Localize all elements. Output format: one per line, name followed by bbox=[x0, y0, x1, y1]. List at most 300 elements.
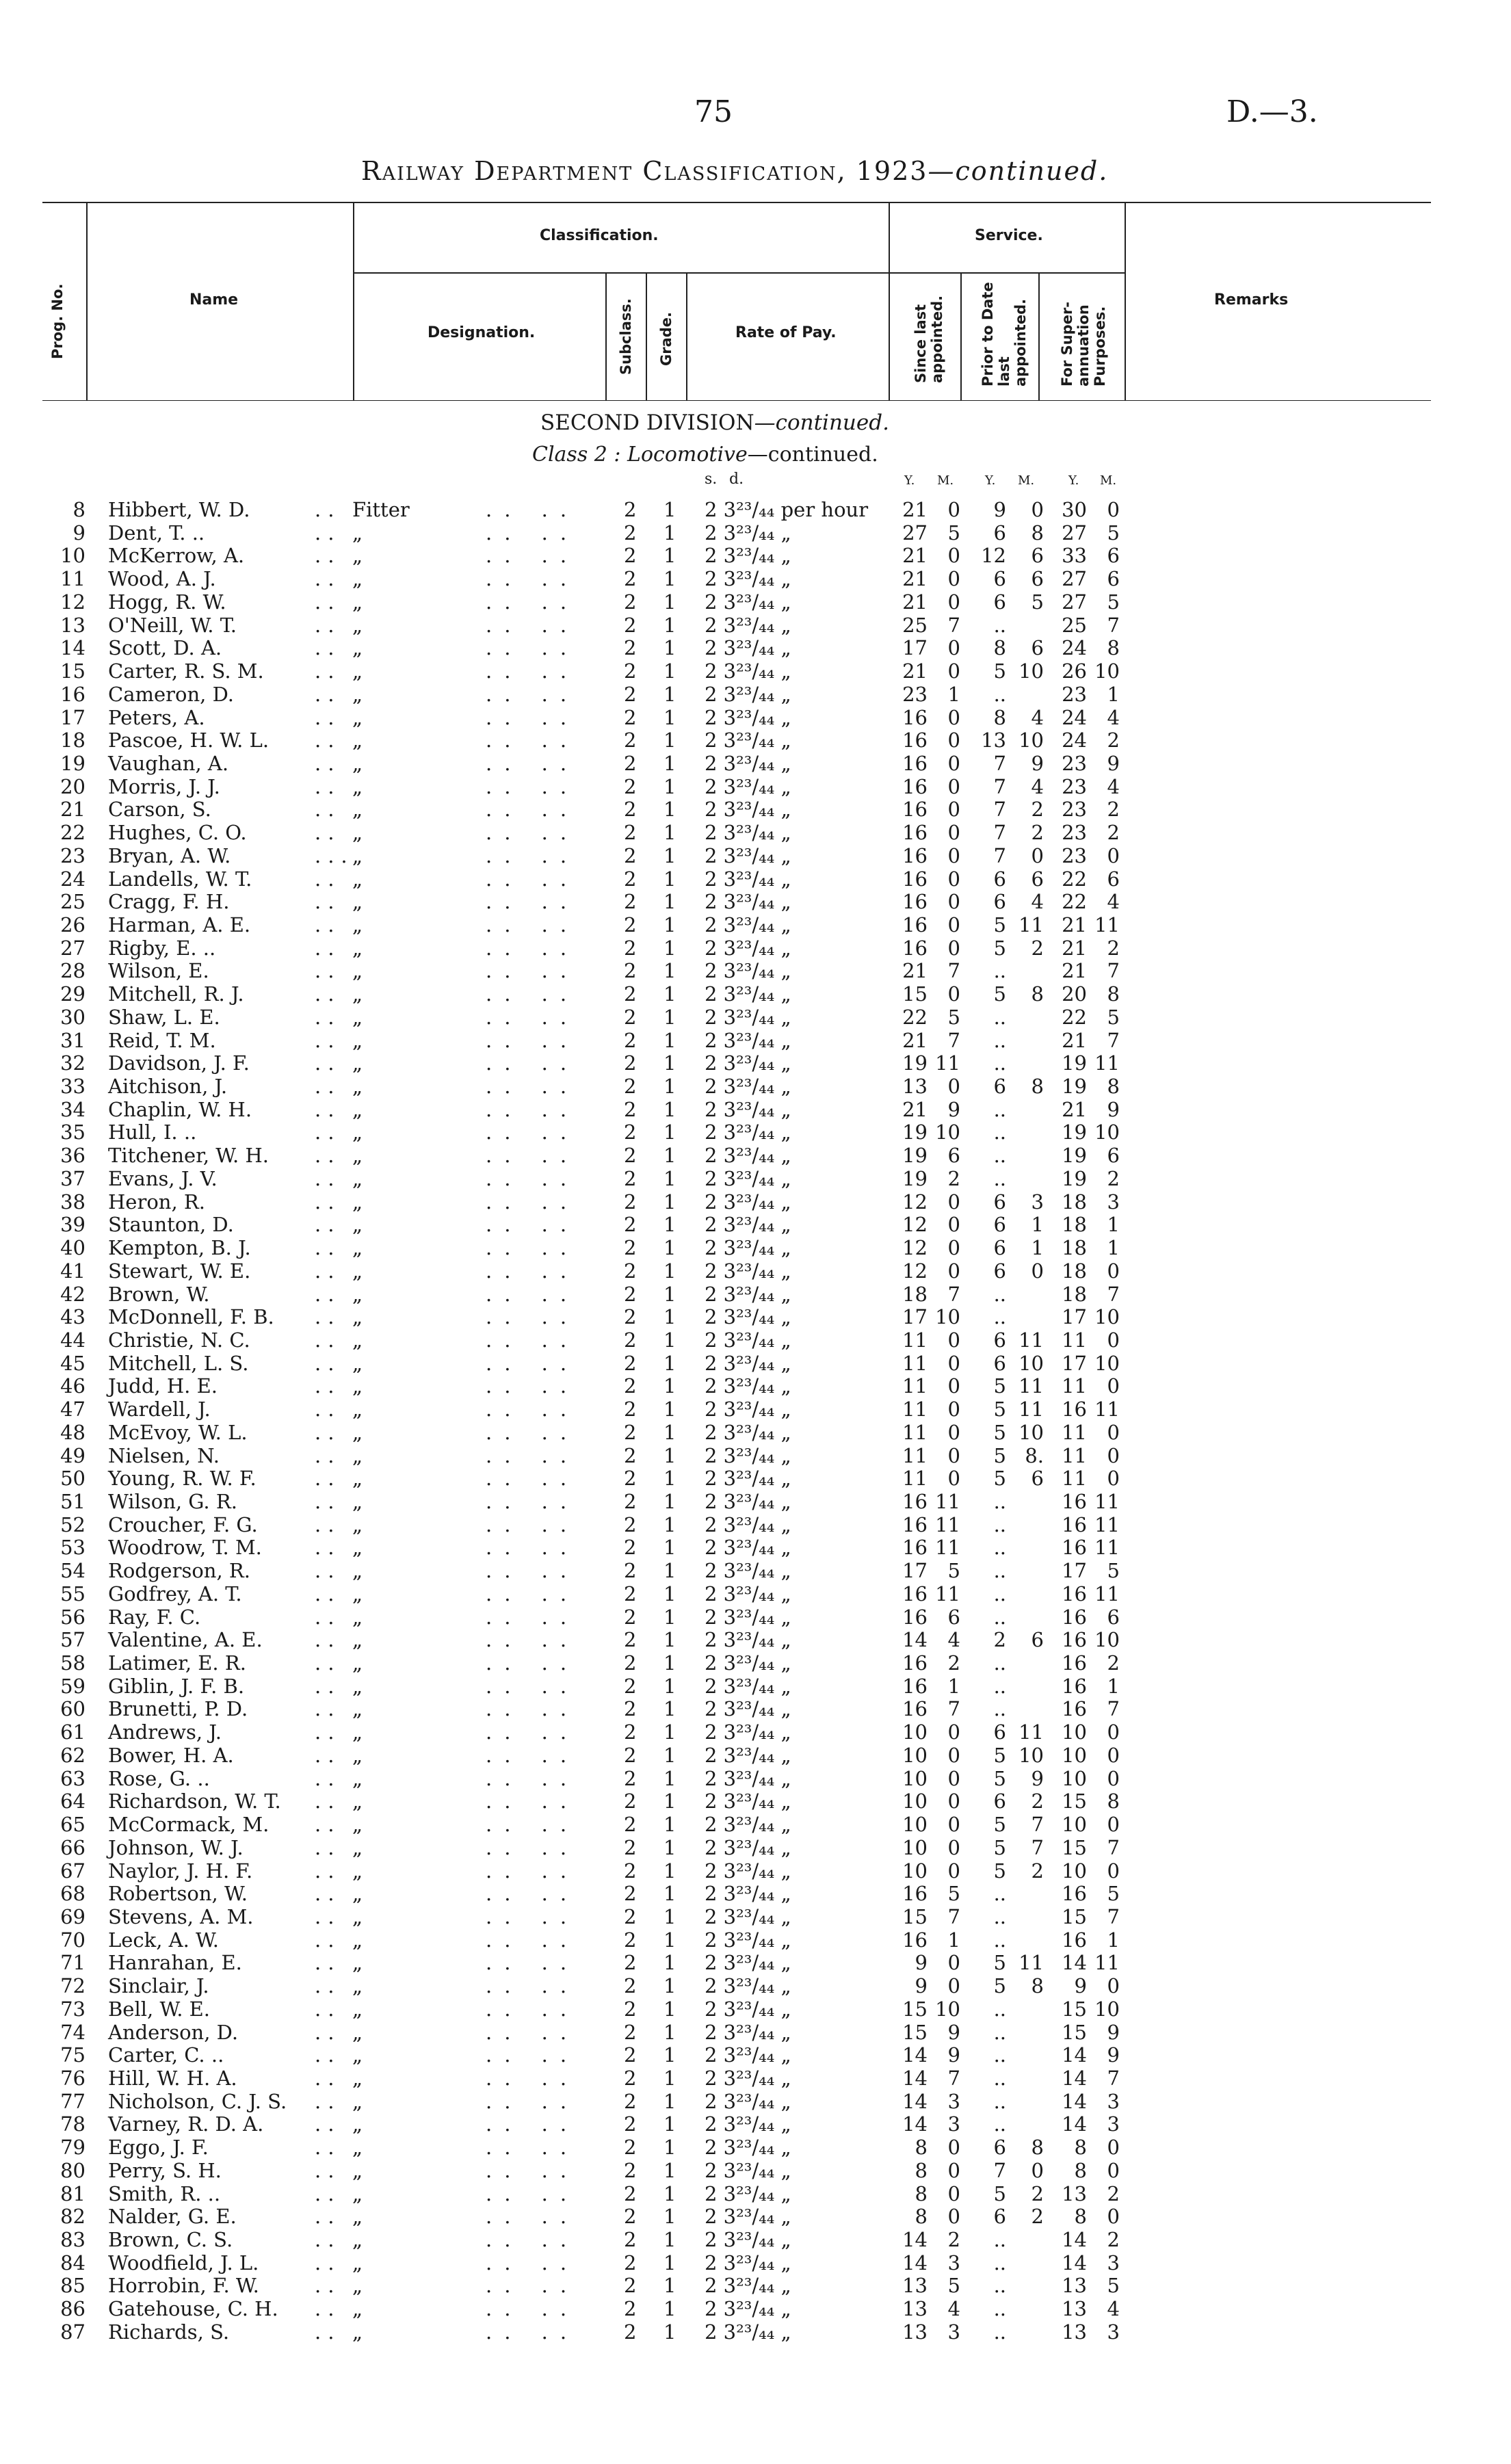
since-last-years: 12 bbox=[902, 1213, 928, 1237]
rate-of-pay: 2 3²³/₄₄ „ bbox=[705, 1467, 791, 1491]
prior-months: 9 bbox=[1031, 751, 1044, 775]
superannuation-months: 8 bbox=[1107, 636, 1120, 660]
grade: 1 bbox=[663, 1120, 676, 1144]
superannuation-months: 7 bbox=[1107, 959, 1120, 983]
subclass: 2 bbox=[624, 798, 637, 822]
designation: „ bbox=[352, 1213, 363, 1237]
header-divider bbox=[86, 202, 88, 400]
employee-name: Hill, W. H. A. bbox=[108, 2067, 237, 2090]
superannuation-years: 14 bbox=[1062, 2089, 1087, 2113]
prior-years: 6 bbox=[993, 1190, 1006, 1214]
since-last-years: 25 bbox=[902, 613, 928, 637]
designation: „ bbox=[352, 1582, 363, 1605]
since-last-years: 17 bbox=[902, 1305, 928, 1329]
superannuation-months: 8 bbox=[1107, 982, 1120, 1006]
since-last-years: 16 bbox=[902, 1882, 928, 1906]
grade: 1 bbox=[663, 1835, 676, 1859]
grade: 1 bbox=[663, 521, 676, 545]
grade: 1 bbox=[663, 774, 676, 798]
superannuation-months: 5 bbox=[1107, 1559, 1120, 1583]
superannuation-years: 16 bbox=[1062, 1582, 1087, 1605]
since-last-months: 0 bbox=[947, 821, 960, 845]
prog-no: 13 bbox=[60, 613, 86, 637]
subclass: 2 bbox=[624, 1190, 637, 1214]
employee-name: Bryan, A. W. bbox=[108, 843, 231, 867]
rate-of-pay: 2 3²³/₄₄ „ bbox=[705, 567, 791, 591]
subclass: 2 bbox=[624, 1536, 637, 1560]
employee-name: Nielsen, N. bbox=[108, 1443, 220, 1467]
table-row bbox=[0, 1605, 1511, 1629]
leader-dots: .. .. bbox=[486, 1997, 579, 2021]
designation: „ bbox=[352, 2205, 363, 2229]
superannuation-years: 24 bbox=[1062, 705, 1087, 729]
superannuation-years: 19 bbox=[1062, 1051, 1087, 1075]
prior-months: 8 bbox=[1031, 1075, 1044, 1098]
designation: „ bbox=[352, 729, 363, 752]
superannuation-months: 10 bbox=[1094, 659, 1120, 683]
prog-no: 51 bbox=[60, 1490, 86, 1513]
employee-name: Shaw, L. E. bbox=[108, 1005, 220, 1029]
subclass: 2 bbox=[624, 1005, 637, 1029]
grade: 1 bbox=[663, 682, 676, 706]
since-last-months: 3 bbox=[947, 2112, 960, 2136]
leader-dots: .. bbox=[315, 729, 341, 752]
header-rate-of-pay: Rate of Pay. bbox=[735, 324, 837, 341]
unit-years-2: Y. bbox=[985, 473, 996, 488]
leader-dots: .. bbox=[315, 1005, 341, 1029]
subclass: 2 bbox=[624, 843, 637, 867]
prior-months: 8 bbox=[1031, 2136, 1044, 2160]
superannuation-years: 10 bbox=[1062, 1813, 1087, 1836]
prior-years: .. bbox=[993, 1512, 1006, 1536]
prog-no: 39 bbox=[60, 1213, 86, 1237]
grade: 1 bbox=[663, 1559, 676, 1583]
leader-dots: .. bbox=[315, 521, 341, 545]
grade: 1 bbox=[663, 1582, 676, 1605]
designation: „ bbox=[352, 682, 363, 706]
table-row bbox=[0, 959, 1511, 982]
leader-dots: .. .. bbox=[486, 2228, 579, 2251]
leader-dots: .. .. bbox=[486, 1236, 579, 1259]
designation: „ bbox=[352, 1720, 363, 1744]
subclass: 2 bbox=[624, 1882, 637, 1906]
designation: „ bbox=[352, 2136, 363, 2160]
leader-dots: .. .. bbox=[486, 2136, 579, 2160]
leader-dots: .. .. bbox=[486, 1190, 579, 1214]
employee-name: Stevens, A. M. bbox=[108, 1904, 254, 1928]
leader-dots: .. .. bbox=[486, 1859, 579, 1883]
designation: „ bbox=[352, 1512, 363, 1536]
leader-dots: .. bbox=[315, 1467, 341, 1491]
prog-no: 60 bbox=[60, 1697, 86, 1721]
subclass: 2 bbox=[624, 2251, 637, 2275]
since-last-years: 12 bbox=[902, 1259, 928, 1283]
prog-no: 19 bbox=[60, 751, 86, 775]
table-row bbox=[0, 729, 1511, 752]
header-prior-to: Prior to Date last appointed. bbox=[980, 282, 1029, 386]
since-last-months: 0 bbox=[947, 1835, 960, 1859]
header-remarks: Remarks bbox=[1214, 291, 1289, 309]
grade: 1 bbox=[663, 821, 676, 845]
grade: 1 bbox=[663, 2043, 676, 2067]
since-last-years: 11 bbox=[902, 1420, 928, 1444]
leader-dots: .. .. bbox=[486, 1075, 579, 1098]
since-last-years: 9 bbox=[915, 1951, 928, 1975]
superannuation-years: 8 bbox=[1074, 2158, 1087, 2182]
since-last-years: 16 bbox=[902, 936, 928, 960]
prior-months: 6 bbox=[1031, 1628, 1044, 1652]
employee-name: Ray, F. C. bbox=[108, 1605, 201, 1629]
designation: „ bbox=[352, 1951, 363, 1975]
since-last-months: 7 bbox=[947, 613, 960, 637]
table-row bbox=[0, 752, 1511, 775]
subclass: 2 bbox=[624, 936, 637, 960]
superannuation-years: 8 bbox=[1074, 2205, 1087, 2229]
header-grade: Grade. bbox=[658, 311, 674, 366]
grade: 1 bbox=[663, 1904, 676, 1928]
designation: „ bbox=[352, 2251, 363, 2275]
since-last-years: 13 bbox=[902, 1075, 928, 1098]
leader-dots: .. bbox=[315, 982, 341, 1006]
leader-dots: .. .. bbox=[486, 590, 579, 614]
leader-dots: .. .. bbox=[486, 1720, 579, 1744]
designation: „ bbox=[352, 1882, 363, 1906]
since-last-years: 16 bbox=[902, 1928, 928, 1952]
table-row bbox=[0, 1767, 1511, 1790]
subclass: 2 bbox=[624, 913, 637, 936]
prog-no: 45 bbox=[60, 1351, 86, 1375]
subclass: 2 bbox=[624, 1213, 637, 1237]
employee-name: Hull, I. .. bbox=[108, 1120, 197, 1144]
since-last-years: 21 bbox=[902, 659, 928, 683]
since-last-years: 19 bbox=[902, 1166, 928, 1190]
prog-no: 31 bbox=[60, 1028, 86, 1052]
table-row bbox=[0, 2021, 1511, 2044]
superannuation-months: 2 bbox=[1107, 936, 1120, 960]
prior-years: .. bbox=[993, 1028, 1006, 1052]
superannuation-years: 9 bbox=[1074, 1974, 1087, 1998]
subclass: 2 bbox=[624, 659, 637, 683]
designation: „ bbox=[352, 913, 363, 936]
prior-years: 5 bbox=[993, 1398, 1006, 1421]
employee-name: Gatehouse, C. H. bbox=[108, 2297, 278, 2321]
since-last-months: 0 bbox=[947, 1398, 960, 1421]
designation: „ bbox=[352, 1005, 363, 1029]
since-last-months: 0 bbox=[947, 1743, 960, 1767]
leader-dots: .. .. bbox=[486, 936, 579, 960]
since-last-years: 16 bbox=[902, 1651, 928, 1675]
leader-dots: .. bbox=[315, 1790, 341, 1813]
prior-years: .. bbox=[993, 1559, 1006, 1583]
since-last-months: 1 bbox=[947, 1928, 960, 1952]
rate-of-pay: 2 3²³/₄₄ „ bbox=[705, 1882, 791, 1906]
superannuation-years: 18 bbox=[1062, 1282, 1087, 1306]
leader-dots: .. .. bbox=[486, 1005, 579, 1029]
subclass: 2 bbox=[624, 567, 637, 591]
superannuation-months: 0 bbox=[1107, 498, 1120, 521]
subclass: 2 bbox=[624, 1559, 637, 1583]
prior-years: 13 bbox=[981, 729, 1006, 752]
prior-years: .. bbox=[993, 1282, 1006, 1306]
leader-dots: .. bbox=[315, 867, 341, 891]
prior-years: 6 bbox=[993, 590, 1006, 614]
since-last-months: 0 bbox=[947, 1790, 960, 1813]
rate-of-pay: 2 3²³/₄₄ „ bbox=[705, 867, 791, 891]
designation: „ bbox=[352, 521, 363, 545]
table-row bbox=[0, 2320, 1511, 2344]
rate-of-pay: 2 3²³/₄₄ „ bbox=[705, 1213, 791, 1237]
subclass: 2 bbox=[624, 1997, 637, 2021]
since-last-months: 0 bbox=[947, 2136, 960, 2160]
page-number: 75 bbox=[694, 94, 733, 129]
leader-dots: .. bbox=[315, 1582, 341, 1605]
prior-years: 5 bbox=[993, 1374, 1006, 1398]
prior-years: 6 bbox=[993, 2205, 1006, 2229]
rate-of-pay: 2 3²³/₄₄ „ bbox=[705, 2112, 791, 2136]
superannuation-months: 3 bbox=[1107, 2112, 1120, 2136]
designation: „ bbox=[352, 1813, 363, 1836]
prior-years: 6 bbox=[993, 1075, 1006, 1098]
subclass: 2 bbox=[624, 1305, 637, 1329]
employee-name: Judd, H. E. bbox=[108, 1374, 218, 1398]
designation: „ bbox=[352, 1697, 363, 1721]
since-last-months: 0 bbox=[947, 843, 960, 867]
leader-dots: .. .. bbox=[486, 1144, 579, 1168]
prior-years: 5 bbox=[993, 659, 1006, 683]
superannuation-months: 0 bbox=[1107, 1259, 1120, 1283]
prog-no: 67 bbox=[60, 1859, 86, 1883]
rate-of-pay: 2 3²³/₄₄ „ bbox=[705, 1420, 791, 1444]
since-last-years: 16 bbox=[902, 751, 928, 775]
superannuation-months: 10 bbox=[1094, 1351, 1120, 1375]
employee-name: Morris, J. J. bbox=[108, 774, 220, 798]
grade: 1 bbox=[663, 1028, 676, 1052]
prior-years: 5 bbox=[993, 1443, 1006, 1467]
rate-of-pay: 2 3²³/₄₄ „ bbox=[705, 1305, 791, 1329]
superannuation-years: 16 bbox=[1062, 1536, 1087, 1560]
prog-no: 52 bbox=[60, 1512, 86, 1536]
leader-dots: .. .. bbox=[486, 729, 579, 752]
prog-no: 80 bbox=[60, 2158, 86, 2182]
since-last-years: 14 bbox=[902, 2089, 928, 2113]
prior-years: .. bbox=[993, 1097, 1006, 1121]
prog-no: 78 bbox=[60, 2112, 86, 2136]
superannuation-months: 0 bbox=[1107, 1328, 1120, 1352]
grade: 1 bbox=[663, 1790, 676, 1813]
leader-dots: .. bbox=[315, 1997, 341, 2021]
superannuation-months: 4 bbox=[1107, 705, 1120, 729]
table-row bbox=[0, 1928, 1511, 1952]
leader-dots: .. .. bbox=[486, 1605, 579, 1629]
prog-no: 62 bbox=[60, 1743, 86, 1767]
since-last-months: 5 bbox=[947, 2274, 960, 2298]
leader-dots: .. .. bbox=[486, 1051, 579, 1075]
prior-months: 2 bbox=[1031, 1859, 1044, 1883]
table-row bbox=[0, 2274, 1511, 2297]
leader-dots: .. bbox=[315, 1904, 341, 1928]
superannuation-years: 33 bbox=[1062, 544, 1087, 568]
rate-of-pay: 2 3²³/₄₄ „ bbox=[705, 1813, 791, 1836]
prog-no: 87 bbox=[60, 2320, 86, 2344]
since-last-months: 0 bbox=[947, 1467, 960, 1491]
superannuation-years: 10 bbox=[1062, 1766, 1087, 1790]
superannuation-years: 30 bbox=[1062, 498, 1087, 521]
grade: 1 bbox=[663, 1305, 676, 1329]
subclass: 2 bbox=[624, 521, 637, 545]
employee-name: Nalder, G. E. bbox=[108, 2205, 237, 2229]
rate-of-pay: 2 3²³/₄₄ „ bbox=[705, 936, 791, 960]
prior-years: 6 bbox=[993, 1790, 1006, 1813]
since-last-years: 11 bbox=[902, 1374, 928, 1398]
grade: 1 bbox=[663, 913, 676, 936]
since-last-months: 7 bbox=[947, 1282, 960, 1306]
since-last-months: 10 bbox=[935, 1120, 960, 1144]
table-row bbox=[0, 544, 1511, 567]
prior-months: 11 bbox=[1019, 1398, 1044, 1421]
header-divider bbox=[646, 272, 647, 400]
grade: 1 bbox=[663, 1190, 676, 1214]
prog-no: 28 bbox=[60, 959, 86, 983]
since-last-years: 16 bbox=[902, 1697, 928, 1721]
grade: 1 bbox=[663, 2228, 676, 2251]
prog-no: 29 bbox=[60, 982, 86, 1006]
grade: 1 bbox=[663, 659, 676, 683]
prog-no: 15 bbox=[60, 659, 86, 683]
since-last-months: 0 bbox=[947, 567, 960, 591]
subclass: 2 bbox=[624, 1051, 637, 1075]
designation: „ bbox=[352, 1559, 363, 1583]
subclass: 2 bbox=[624, 1328, 637, 1352]
subclass: 2 bbox=[624, 1467, 637, 1491]
rate-of-pay: 2 3²³/₄₄ „ bbox=[705, 1490, 791, 1513]
superannuation-years: 14 bbox=[1062, 2251, 1087, 2275]
subsection-continued: —continued. bbox=[747, 443, 878, 467]
prior-years: .. bbox=[993, 1166, 1006, 1190]
employee-name: Stewart, W. E. bbox=[108, 1259, 251, 1283]
superannuation-years: 21 bbox=[1062, 913, 1087, 936]
rate-of-pay: 2 3²³/₄₄ „ bbox=[705, 2158, 791, 2182]
prior-months: 6 bbox=[1031, 867, 1044, 891]
rate-of-pay: 2 3²³/₄₄ „ bbox=[705, 521, 791, 545]
table-row bbox=[0, 1790, 1511, 1813]
subclass: 2 bbox=[624, 544, 637, 568]
employee-name: Perry, S. H. bbox=[108, 2158, 222, 2182]
rate-of-pay: 2 3²³/₄₄ „ bbox=[705, 1051, 791, 1075]
leader-dots: ... bbox=[315, 843, 354, 867]
since-last-months: 0 bbox=[947, 705, 960, 729]
superannuation-years: 27 bbox=[1062, 521, 1087, 545]
employee-name: Woodfield, J. L. bbox=[108, 2251, 259, 2275]
designation: „ bbox=[352, 890, 363, 914]
employee-name: Smith, R. .. bbox=[108, 2181, 221, 2205]
subclass: 2 bbox=[624, 2181, 637, 2205]
grade: 1 bbox=[663, 729, 676, 752]
rate-of-pay: 2 3²³/₄₄ „ bbox=[705, 982, 791, 1006]
grade: 1 bbox=[663, 613, 676, 637]
prior-years: 6 bbox=[993, 1259, 1006, 1283]
leader-dots: .. bbox=[315, 1259, 341, 1283]
prior-years: 7 bbox=[993, 774, 1006, 798]
since-last-years: 13 bbox=[902, 2320, 928, 2344]
prior-months: 9 bbox=[1031, 1766, 1044, 1790]
designation: „ bbox=[352, 1166, 363, 1190]
designation: „ bbox=[352, 1674, 363, 1698]
superannuation-months: 4 bbox=[1107, 890, 1120, 914]
subclass: 2 bbox=[624, 1859, 637, 1883]
rate-of-pay: 2 3²³/₄₄ „ bbox=[705, 2228, 791, 2251]
superannuation-months: 5 bbox=[1107, 1005, 1120, 1029]
subclass: 2 bbox=[624, 705, 637, 729]
grade: 1 bbox=[663, 2067, 676, 2090]
table-row bbox=[0, 1997, 1511, 2021]
table-row bbox=[0, 1720, 1511, 1744]
prior-years: .. bbox=[993, 1651, 1006, 1675]
since-last-months: 0 bbox=[947, 1420, 960, 1444]
superannuation-months: 0 bbox=[1107, 1420, 1120, 1444]
superannuation-months: 2 bbox=[1107, 2181, 1120, 2205]
superannuation-months: 0 bbox=[1107, 1443, 1120, 1467]
leader-dots: .. bbox=[315, 1628, 341, 1652]
subclass: 2 bbox=[624, 2158, 637, 2182]
employee-name: Mitchell, L. S. bbox=[108, 1351, 249, 1375]
since-last-years: 27 bbox=[902, 521, 928, 545]
prior-years: .. bbox=[993, 2251, 1006, 2275]
superannuation-months: 10 bbox=[1094, 1120, 1120, 1144]
superannuation-years: 23 bbox=[1062, 682, 1087, 706]
subclass: 2 bbox=[624, 1028, 637, 1052]
table-row bbox=[0, 1697, 1511, 1720]
designation: „ bbox=[352, 590, 363, 614]
superannuation-years: 10 bbox=[1062, 1859, 1087, 1883]
grade: 1 bbox=[663, 1075, 676, 1098]
since-last-years: 10 bbox=[902, 1835, 928, 1859]
table-row bbox=[0, 590, 1511, 614]
since-last-months: 0 bbox=[947, 729, 960, 752]
employee-name: Cameron, D. bbox=[108, 682, 235, 706]
since-last-years: 15 bbox=[902, 982, 928, 1006]
superannuation-months: 7 bbox=[1107, 1835, 1120, 1859]
table-row bbox=[0, 567, 1511, 590]
leader-dots: .. bbox=[315, 1697, 341, 1721]
superannuation-years: 16 bbox=[1062, 1490, 1087, 1513]
prog-no: 46 bbox=[60, 1374, 86, 1398]
superannuation-years: 16 bbox=[1062, 1628, 1087, 1652]
grade: 1 bbox=[663, 867, 676, 891]
designation: „ bbox=[352, 2158, 363, 2182]
since-last-years: 15 bbox=[902, 1904, 928, 1928]
prior-months: 1 bbox=[1031, 1213, 1044, 1237]
designation: „ bbox=[352, 2089, 363, 2113]
superannuation-years: 24 bbox=[1062, 729, 1087, 752]
designation: „ bbox=[352, 1766, 363, 1790]
unit-years-3: Y. bbox=[1068, 473, 1079, 488]
prog-no: 38 bbox=[60, 1190, 86, 1214]
subclass: 2 bbox=[624, 1743, 637, 1767]
subclass: 2 bbox=[624, 1720, 637, 1744]
superannuation-months: 7 bbox=[1107, 1028, 1120, 1052]
grade: 1 bbox=[663, 2251, 676, 2275]
prog-no: 33 bbox=[60, 1075, 86, 1098]
since-last-years: 21 bbox=[902, 590, 928, 614]
table-row bbox=[0, 1813, 1511, 1836]
prior-years: .. bbox=[993, 1490, 1006, 1513]
since-last-years: 14 bbox=[902, 2043, 928, 2067]
leader-dots: .. .. bbox=[486, 567, 579, 591]
leader-dots: .. .. bbox=[486, 1443, 579, 1467]
leader-dots: .. .. bbox=[486, 751, 579, 775]
employee-name: Rose, G. .. bbox=[108, 1766, 210, 1790]
prior-months: 2 bbox=[1031, 936, 1044, 960]
